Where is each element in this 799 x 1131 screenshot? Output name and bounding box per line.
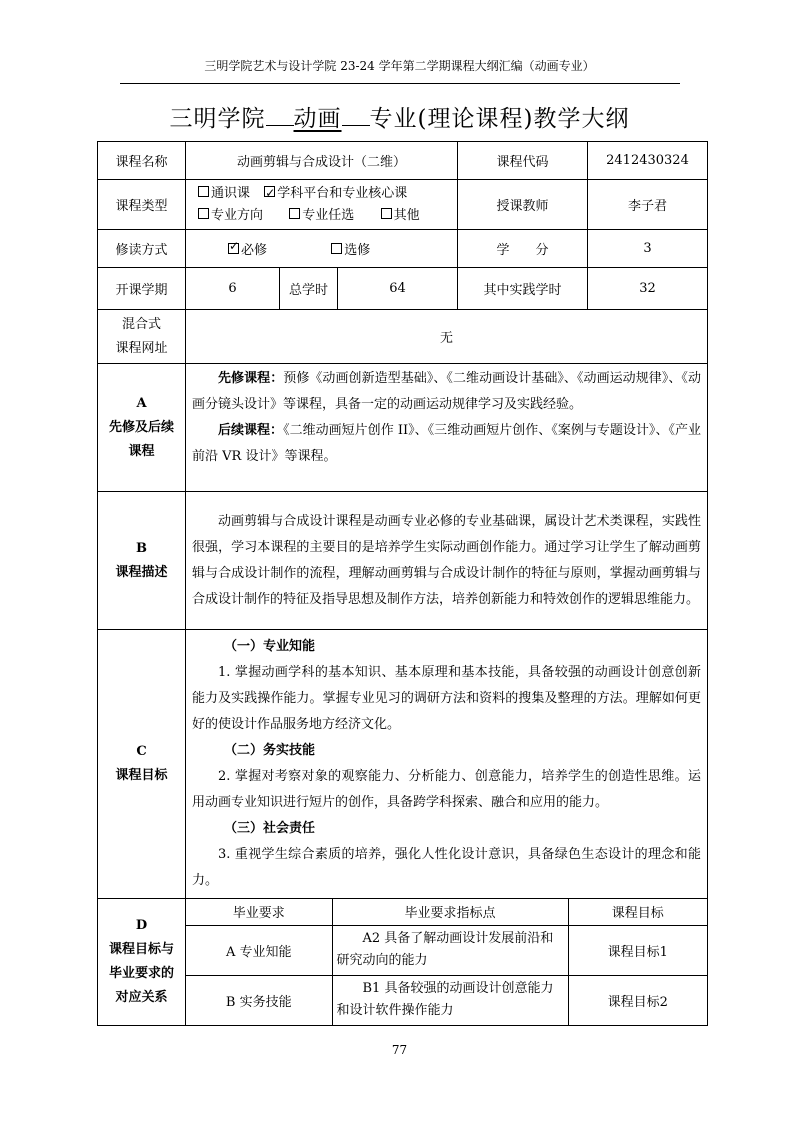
title-major: 动画 [293,106,342,132]
checkbox-core[interactable]: ✓ 学科平台和专业核心课 [264,186,407,201]
section-b-content [186,492,708,630]
practice-hours-value: 32 [588,268,708,310]
credit-value: 3 [588,230,708,268]
title-prefix: 三明学院 [169,106,266,132]
objective-heading-3: （三）社会责任 [224,821,316,836]
title-suffix: 专业(理论课程)教学大纲 [369,106,630,132]
objective-heading-1: （一）专业知能 [224,639,316,654]
section-d-content [186,899,708,1026]
mapping-table [186,899,707,1025]
course-type-label: 课程类型 [98,180,186,230]
section-b-label: B 课程描述 [98,492,186,630]
row-semester [98,268,708,310]
online-url-label: 混合式 课程网址 [98,310,186,364]
title-underline-gap [342,123,370,126]
mapping-goal: 课程目标1 [568,925,707,975]
course-code-value: 2412430324 [588,142,708,180]
document-title [0,100,799,133]
checkbox-optional[interactable]: 选修 [331,243,370,258]
section-a-label: A 先修及后续 课程 [98,364,186,492]
mapping-header-row [186,899,707,925]
semester-value: 6 [186,268,280,310]
mapping-row [186,975,707,1025]
course-description-text: 动画剪辑与合成设计课程是动画专业必修的专业基础课，属设计艺术类课程，实践性很强，学习本课程的主要目的是培养学生实际动画创作能力。通过学习让学生了解动画剪辑与合成设计制作的流程，理解动画剪辑与合成设计制作的特征与原则，掌握动画剪辑与合成设计制作的特征及指导思想及制作方法，培养创新能力和特效创作的逻辑思维能力。 [192,513,701,607]
mapping-header-requirement: 毕业要求 [186,899,332,925]
course-name-label: 课程名称 [98,142,186,180]
row-study-mode [98,230,708,268]
checkbox-icon [198,186,209,197]
mapping-indicator: A2 具备了解动画设计发展前沿和研究动向的能力 [332,925,568,975]
objective-heading-2: （二）务实技能 [224,743,316,758]
section-a-prerequisites [98,364,708,492]
mapping-header-indicator: 毕业要求指标点 [332,899,568,925]
checked-checkbox-icon [264,186,275,197]
course-code-label: 课程代码 [458,142,588,180]
prereq-label: 先修课程： [218,371,284,386]
study-mode-label: 修读方式 [98,230,186,268]
practice-hours-label: 其中实践学时 [458,268,588,310]
checkbox-required[interactable]: ✓ 必修 [228,243,267,258]
total-hours-label: 总学时 [280,268,338,310]
mapping-row [186,925,707,975]
checkbox-icon [381,208,392,219]
row-course-type [98,180,708,230]
checked-checkbox-icon [228,243,239,254]
section-c-content [186,630,708,899]
course-name-value: 动画剪辑与合成设计（二维） [186,142,458,180]
page-number: 77 [391,1043,408,1057]
row-course-name [98,142,708,180]
mapping-indicator: B1 具备较强的动画设计创意能力和设计软件操作能力 [332,975,568,1025]
checkbox-other[interactable]: 其他 [381,208,420,223]
running-header: 三明学院艺术与设计学院 23-24 学年第二学期课程大纲汇编（动画专业） [204,59,595,73]
section-a-content [186,364,708,492]
checkbox-elective[interactable]: 专业任选 [289,208,354,223]
course-type-options [186,180,458,230]
row-online [98,310,708,364]
study-mode-options [186,230,458,268]
mapping-header-goal: 课程目标 [568,899,707,925]
mapping-goal: 课程目标2 [568,975,707,1025]
title-underline-gap [266,123,294,126]
prereq-text: 预修《动画创新造型基础》、《二维动画设计基础》、《动画运动规律》、《动画分镜头设计》等课程，具备一定的动画运动规律学习及实践经验。 [192,371,701,412]
total-hours-value: 64 [338,268,458,310]
mapping-requirement: A 专业知能 [186,925,332,975]
section-d-label: D 课程目标与 毕业要求的 对应关系 [98,899,186,1026]
objective-text-1: 1. 掌握动画学科的基本知识、基本原理和基本技能，具备较强的动画设计创意创新能力及实践操作能力。掌握专业见习的调研方法和资料的搜集及整理的方法。理解如何更好的使设计作品服务地方经济文化。 [192,665,701,732]
semester-label: 开课学期 [98,268,186,310]
online-url-value: 无 [186,310,708,364]
checkbox-icon [198,208,209,219]
objective-text-2: 2. 掌握对考察对象的观察能力、分析能力、创意能力，培养学生的创造性思维。运用动画专业知识进行短片的创作，具备跨学科探索、融合和应用的能力。 [192,769,701,810]
follow-label: 后续课程： [218,423,284,438]
mapping-requirement: B 实务技能 [186,975,332,1025]
section-c-objectives [98,630,708,899]
teacher-label: 授课教师 [458,180,588,230]
teacher-value: 李子君 [588,180,708,230]
checkbox-direction[interactable]: 专业方向 [198,208,263,223]
checkbox-icon [289,208,300,219]
section-d-mapping [98,899,708,1026]
objective-text-3: 3. 重视学生综合素质的培养，强化人性化设计意识，具备绿色生态设计的理念和能力。 [192,847,701,888]
follow-text: 《二维动画短片创作 II》、《三维动画短片创作、《案例与专题设计》、《产业前沿 VR 设计》等课程。 [192,423,701,464]
checkbox-icon [331,243,342,254]
header-rule [120,83,680,84]
checkbox-general[interactable]: 通识课 [198,186,250,201]
credit-label: 学 分 [458,230,588,268]
syllabus-table [97,141,708,1026]
section-c-label: C 课程目标 [98,630,186,899]
section-b-description [98,492,708,630]
